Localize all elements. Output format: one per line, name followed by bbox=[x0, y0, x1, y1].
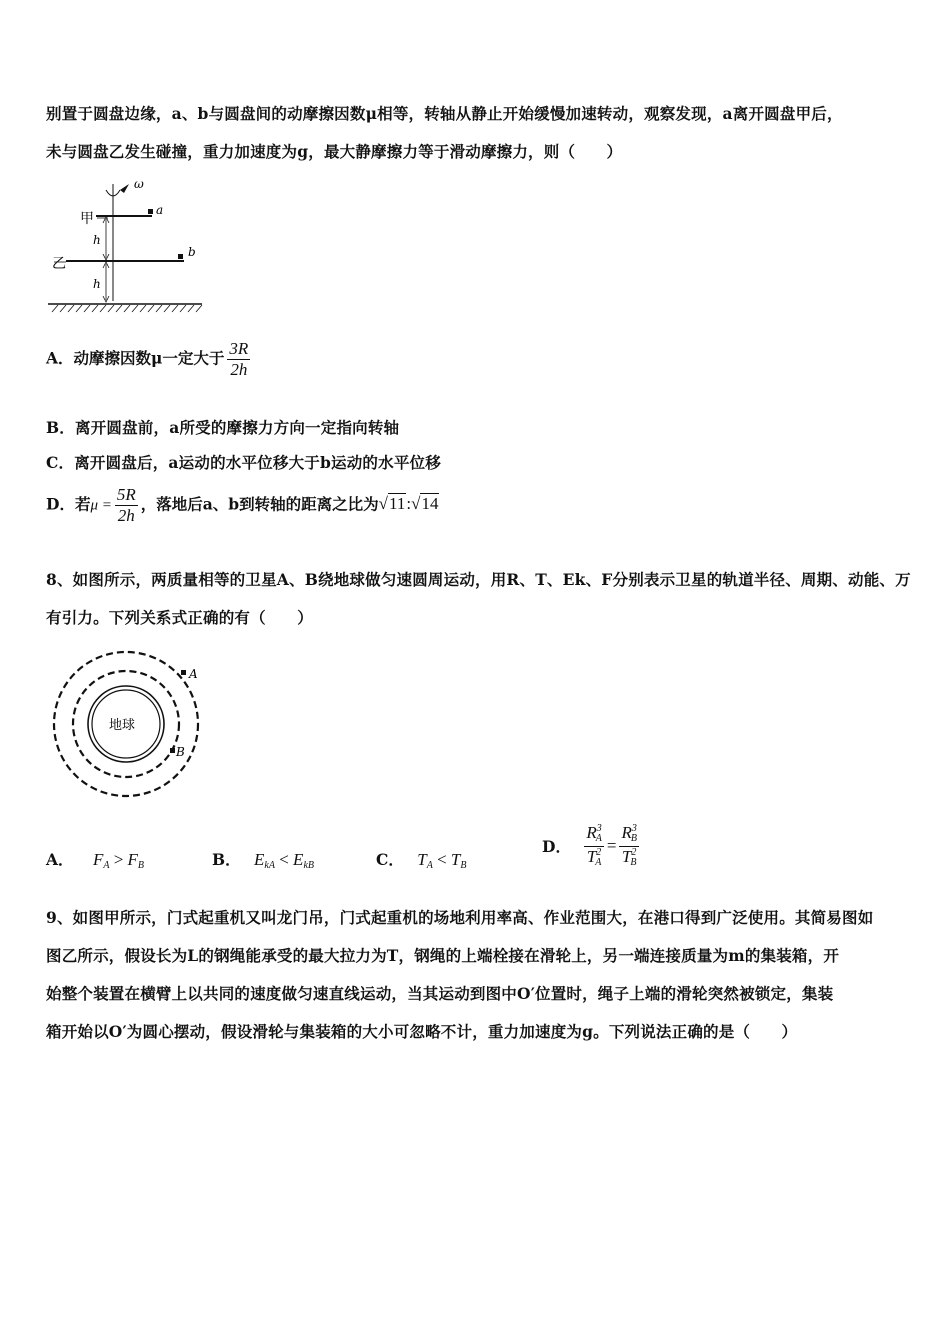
label-yi: 乙 bbox=[52, 256, 66, 272]
q7-text-line-2: 未与圆盘乙发生碰撞，重力加速度为g，最大静摩擦力等于滑动摩擦力，则（ ） bbox=[46, 142, 623, 161]
q8-option-a: A． $F_A > F_B$ bbox=[46, 850, 145, 871]
q7-option-c: C．离开圆盘后，a运动的水平位移大于b运动的水平位移 bbox=[46, 453, 441, 472]
mu-equals: μ = bbox=[90, 497, 112, 514]
satellite-b bbox=[170, 748, 175, 753]
q8-text-line-1: 8、如图所示，两质量相等的卫星A、B绕地球做匀速圆周运动，用R、T、Ek、F分别表示卫星的轨道半径、周期、动能、万 bbox=[46, 570, 911, 589]
h-label-upper: h bbox=[93, 233, 101, 247]
satellite-a bbox=[181, 670, 186, 675]
q7-option-a-fraction: $\frac{3R}{2h}$ bbox=[229, 339, 249, 379]
q7-disc-figure bbox=[44, 176, 214, 316]
omega-label: ω bbox=[134, 177, 144, 191]
q7-option-a-label: A．动摩擦因数μ一定大于 bbox=[46, 348, 225, 368]
q8-option-b: B． $E_{kA} < E_{kB}$ bbox=[212, 850, 314, 871]
q7-option-b: B．离开圆盘前，a所受的摩擦力方向一定指向转轴 bbox=[46, 418, 400, 437]
q9-text-line-2: 图乙所示，假设长为L的钢绳能承受的最大拉力为T，钢绳的上端栓接在滑轮上，另一端连接质量为m的集装箱，开 bbox=[46, 946, 840, 965]
q9-text-line-3: 始整个装置在横臂上以共同的速度做匀速直线运动，当其运动到图中O′位置时，绳子上端的滑轮突然被锁定，集装 bbox=[46, 984, 834, 1003]
q8-option-d: D． $\frac{R^3_A}{T^2_A}$ = $\frac{R^3_B}{T^2_B}$ bbox=[542, 823, 637, 868]
q8-option-c: C． $T_A < T_B$ bbox=[376, 850, 467, 871]
label-jia: 甲 bbox=[80, 211, 94, 227]
earth-label: 地球 bbox=[109, 718, 136, 733]
block-a bbox=[148, 209, 153, 214]
label-A: A bbox=[189, 667, 198, 681]
q7-option-a bbox=[46, 340, 253, 379]
q8-text-line-2: 有引力。下列关系式正确的有（ ） bbox=[46, 608, 313, 627]
q9-text-line-1: 9、如图甲所示，门式起重机又叫龙门吊，门式起重机的场地利用率高、作业范围大，在港口得到广泛使用。其简易图如 bbox=[46, 908, 874, 927]
q8-orbit-figure bbox=[48, 646, 208, 802]
q7-text-line-1: 别置于圆盘边缘，a、b与圆盘间的动摩擦因数μ相等，转轴从静止开始缓慢加速转动，观察发现，a离开圆盘甲后， bbox=[46, 104, 843, 123]
sqrt-ratio: √11:√14 bbox=[378, 494, 439, 514]
label-B: B bbox=[176, 745, 185, 759]
q7-option-d: D．若μ = $\frac{5R}{2h}$ ，落地后a、b到转轴的距离之比为√11:√14 bbox=[46, 485, 439, 525]
label-a: a bbox=[156, 203, 164, 217]
h-label-lower: h bbox=[93, 277, 101, 291]
label-b: b bbox=[188, 245, 196, 259]
block-b bbox=[178, 254, 183, 259]
q9-text-line-4: 箱开始以O′为圆心摆动，假设滑轮与集装箱的大小可忽略不计，重力加速度为g。下列说法正确的是（ ） bbox=[46, 1022, 798, 1041]
